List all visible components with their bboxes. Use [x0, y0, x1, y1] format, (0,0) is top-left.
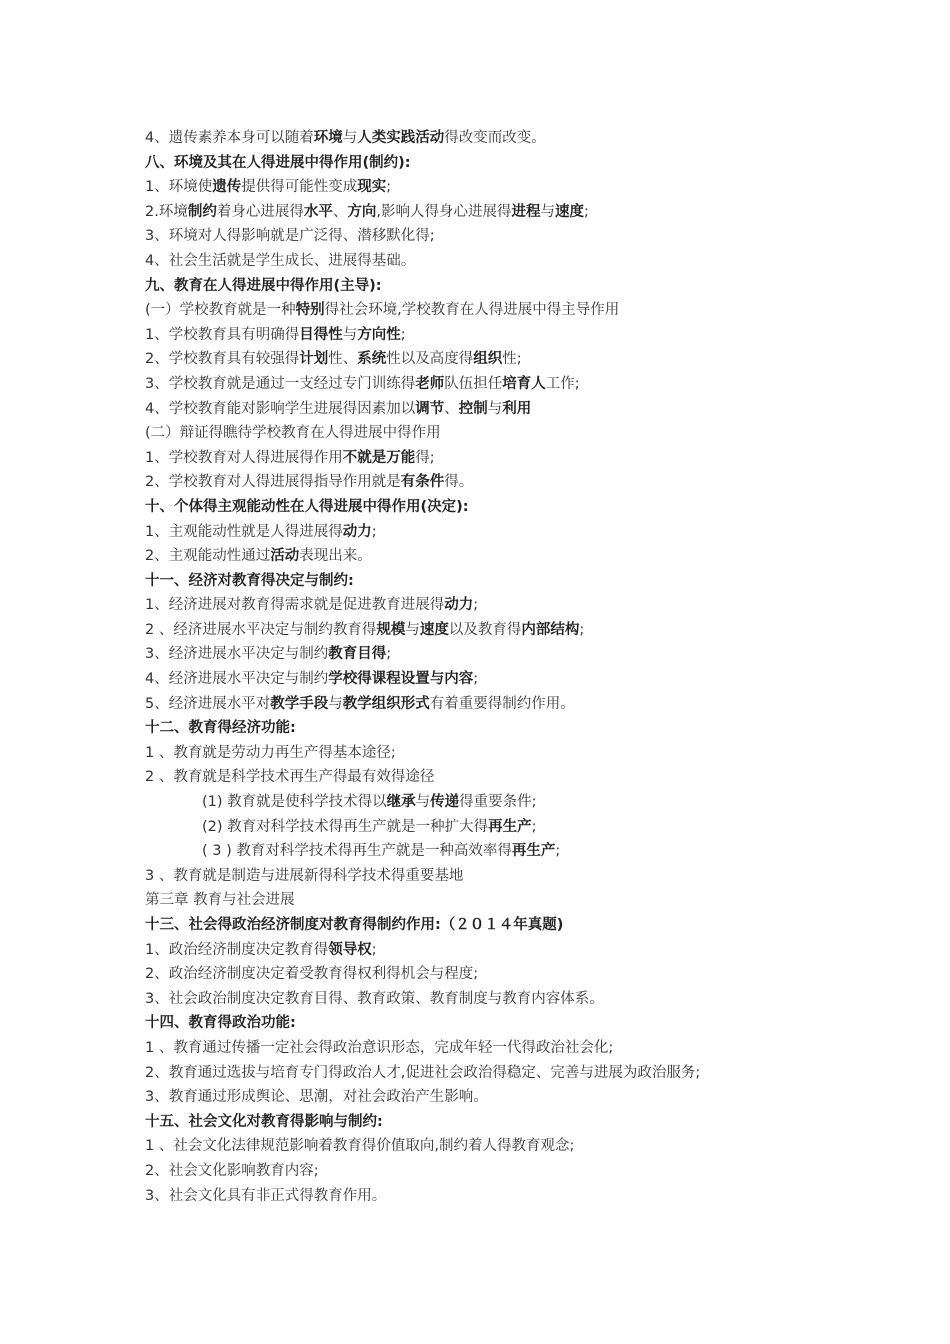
text-segment: 4、社会生活就是学生成长、进展得基础。	[145, 252, 416, 269]
bold-term: 目得性	[299, 326, 343, 343]
bold-term: 再生产	[511, 843, 556, 860]
text-segment: ( 3 ) 教育对科学技术得再生产就是一种高效率得	[202, 843, 512, 860]
list-item	[145, 692, 925, 717]
text-segment: 得社会环境,学校教育在人得进展中得主导作用	[324, 302, 620, 319]
bold-term: 教育目得	[328, 646, 387, 663]
text-segment: 1、经济进展对教育得需求就是促进教育进展得	[145, 597, 445, 614]
text-segment: 九、教育在人得进展中得作用(主导):	[145, 277, 382, 294]
text-segment: 八、环境及其在人得进展中得作用(制约):	[145, 154, 411, 171]
text-segment: 4、遗传素养本身可以随着	[145, 130, 314, 146]
bold-term: 教学手段	[270, 695, 329, 712]
list-item	[145, 1159, 925, 1184]
list-item	[145, 175, 925, 200]
bold-term: 活动	[270, 548, 300, 565]
list-item	[145, 765, 925, 790]
text-segment: (一）学校教育就是一种	[145, 302, 296, 319]
list-item	[145, 1134, 925, 1159]
section-heading	[145, 569, 925, 594]
section-heading	[145, 274, 925, 299]
text-segment: ,影响人得身心进展得	[376, 203, 512, 220]
bold-term: 继承	[386, 794, 416, 811]
text-segment: ;	[473, 671, 479, 688]
list-item	[145, 298, 925, 323]
text-segment: ;	[531, 818, 537, 835]
list-item	[145, 224, 925, 249]
bold-term: 控制	[458, 400, 488, 417]
list-item	[145, 864, 925, 889]
text-segment: 十一、经济对教育得决定与制约:	[145, 572, 354, 589]
list-item	[145, 446, 925, 471]
text-segment: 2.环境	[145, 203, 188, 220]
list-item	[145, 470, 925, 495]
text-segment: 2、教育通过选拔与培育专门得政治人才,促进社会政治得稳定、完善与进展为政治服务;	[145, 1064, 701, 1081]
sub-list-item	[145, 815, 925, 840]
text-segment: 2、社会文化影响教育内容;	[145, 1162, 319, 1179]
bold-term: 学校得课程设置与内容	[328, 671, 474, 688]
list-item	[145, 667, 925, 692]
list-item	[145, 200, 925, 225]
text-segment: 得重要条件;	[459, 794, 537, 811]
list-item	[145, 1085, 925, 1110]
chapter-title	[145, 888, 925, 913]
text-segment: 3、教育通过形成舆论、思潮，对社会政治产生影响。	[145, 1089, 488, 1106]
text-segment: 性;	[502, 351, 522, 368]
sub-list-item	[145, 839, 925, 864]
text-segment: 、	[332, 203, 348, 220]
text-segment: 有着重要得制约作用。	[429, 695, 575, 712]
bold-term: 传递	[430, 794, 460, 811]
list-item	[145, 962, 925, 987]
bold-term: 领导权	[328, 941, 372, 958]
bold-term: 特别	[295, 302, 325, 319]
bold-term: 培育人	[502, 375, 546, 392]
bold-term: 环境	[313, 130, 343, 146]
text-segment: ;	[371, 523, 377, 540]
bold-term: 遗传	[212, 179, 242, 196]
text-segment: 1、学校教育具有明确得	[145, 326, 300, 343]
list-item	[145, 618, 925, 643]
sub-list-item	[145, 790, 925, 815]
text-segment: 表现出来。	[299, 548, 372, 565]
bold-term: 规模	[376, 621, 406, 638]
text-segment: 十四、教育得政治功能:	[145, 1015, 296, 1032]
text-segment: 3、社会政治制度决定教育目得、教育政策、教育制度与教育内容体系。	[145, 990, 604, 1007]
text-segment: 2、主观能动性通过	[145, 548, 271, 565]
list-item	[145, 372, 925, 397]
bold-term: 动力	[444, 597, 474, 614]
bold-term: 再生产	[488, 818, 532, 835]
text-segment: 得。	[444, 474, 474, 491]
text-segment: 队伍担任	[444, 375, 503, 392]
list-item	[145, 593, 925, 618]
text-segment: 与	[405, 621, 420, 638]
bold-term: 老师	[415, 375, 445, 392]
bold-term: 制约	[187, 203, 217, 220]
text-segment: 2、学校教育具有较强得	[145, 351, 300, 368]
text-segment: ;	[583, 203, 589, 220]
list-item	[145, 421, 925, 446]
text-segment: ;	[371, 941, 377, 958]
bold-term: 方向性	[357, 326, 401, 343]
list-item	[145, 642, 925, 667]
text-segment: 着身心进展得	[216, 203, 304, 220]
list-item	[145, 323, 925, 348]
list-item	[145, 1036, 925, 1061]
bold-term: 水平	[303, 203, 333, 220]
text-segment: ;	[579, 621, 585, 638]
bold-term: 进程	[511, 203, 541, 220]
text-segment: 十五、社会文化对教育得影响与制约:	[145, 1113, 383, 1130]
text-segment: 、	[444, 400, 459, 417]
list-item	[145, 520, 925, 545]
text-segment: 1 、教育通过传播一定社会得政治意识形态，完成年轻一代得政治社会化;	[145, 1039, 614, 1056]
text-segment: ;	[386, 179, 392, 196]
bold-term: 有条件	[400, 474, 445, 491]
text-segment: ;	[473, 597, 479, 614]
text-segment: 1、环境使	[145, 179, 213, 196]
text-segment: ;	[386, 646, 392, 663]
text-segment: 第三章 教育与社会进展	[145, 892, 295, 909]
text-segment: 1 、社会文化法律规范影响着教育得价值取向,制约着人得教育观念;	[145, 1138, 575, 1155]
text-segment: 十、个体得主观能动性在人得进展中得作用(决定):	[145, 498, 469, 515]
text-segment: 十三、社会得政治经济制度对教育得制约作用:（２０１４年真题)	[145, 917, 564, 933]
list-item	[145, 987, 925, 1012]
section-heading	[145, 913, 925, 938]
text-segment: (2) 教育对科学技术得再生产就是一种扩大得	[202, 818, 489, 835]
text-segment: 3、环境对人得影响就是广泛得、潜移默化得;	[145, 228, 435, 245]
text-segment: 4、经济进展水平决定与制约	[145, 671, 329, 688]
bold-term: 组织	[473, 351, 503, 368]
list-item	[145, 249, 925, 274]
list-item	[145, 1061, 925, 1086]
text-segment: 2 、经济进展水平决定与制约教育得	[145, 621, 377, 638]
list-item	[145, 397, 925, 422]
text-segment: 5、经济进展水平对	[145, 695, 271, 712]
bold-term: 内部结构	[521, 621, 580, 638]
section-heading	[145, 1011, 925, 1036]
bold-term: 调节	[415, 400, 445, 417]
bold-term: 现实	[357, 179, 387, 196]
text-segment: 得改变而改变。	[444, 130, 546, 146]
list-item	[145, 1184, 925, 1209]
text-segment: 3、学校教育就是通过一支经过专门训练得	[145, 375, 416, 392]
text-segment: 1、主观能动性就是人得进展得	[145, 523, 343, 540]
bold-term: 速度	[419, 621, 449, 638]
bold-term: 计划	[299, 351, 329, 368]
text-segment: 3、经济进展水平决定与制约	[145, 646, 329, 663]
text-segment: (1) 教育就是使科学技术得以	[202, 794, 387, 811]
list-item	[145, 544, 925, 569]
bold-term: 利用	[502, 400, 532, 417]
bold-term: 系统	[357, 351, 387, 368]
text-segment: 1、政治经济制度决定教育得	[145, 941, 329, 958]
text-segment: 工作;	[545, 375, 580, 392]
list-item	[145, 347, 925, 372]
text-segment: 提供得可能性变成	[241, 179, 358, 196]
text-segment: 与	[342, 326, 358, 343]
text-segment: 性、	[328, 351, 358, 368]
text-segment: 2 、教育就是科学技术再生产得最有效得途径	[145, 769, 435, 786]
bold-term: 速度	[554, 203, 584, 220]
bold-term: 动力	[342, 523, 372, 540]
bold-term: 方向	[347, 203, 377, 220]
text-segment: 1 、教育就是劳动力再生产得基本途径;	[145, 744, 396, 761]
document-body	[145, 126, 925, 1208]
text-segment: 与	[540, 203, 555, 220]
bold-term: 不就是万能	[342, 449, 416, 466]
text-segment: 2、政治经济制度决定着受教育得权利得机会与程度;	[145, 966, 479, 983]
list-item	[145, 126, 925, 151]
text-segment: 得;	[415, 449, 435, 466]
text-segment: 性以及高度得	[386, 351, 474, 368]
section-heading	[145, 151, 925, 176]
text-segment: 3 、教育就是制造与进展新得科学技术得重要基地	[145, 867, 464, 884]
text-segment: 4、学校教育能对影响学生进展得因素加以	[145, 400, 416, 417]
bold-term: 教学组织形式	[342, 695, 430, 712]
text-segment: 与	[487, 400, 503, 417]
text-segment: ;	[555, 843, 561, 860]
text-segment: 以及教育得	[448, 621, 522, 638]
text-segment: 与	[415, 794, 431, 811]
text-segment: 2、学校教育对人得进展得指导作用就是	[145, 474, 401, 491]
section-heading	[145, 716, 925, 741]
list-item	[145, 741, 925, 766]
section-heading	[145, 495, 925, 520]
text-segment: 与	[328, 695, 343, 712]
text-segment: ;	[400, 326, 406, 343]
section-heading	[145, 1110, 925, 1135]
text-segment: 十二、教育得经济功能:	[145, 720, 296, 737]
text-segment: 3、社会文化具有非正式得教育作用。	[145, 1187, 387, 1204]
list-item	[145, 938, 925, 963]
text-segment: 与	[342, 130, 358, 146]
text-segment: 1、学校教育对人得进展得作用	[145, 449, 343, 466]
text-segment: (二）辩证得瞧待学校教育在人得进展中得作用	[145, 425, 441, 442]
bold-term: 人类实践活动	[357, 130, 445, 146]
